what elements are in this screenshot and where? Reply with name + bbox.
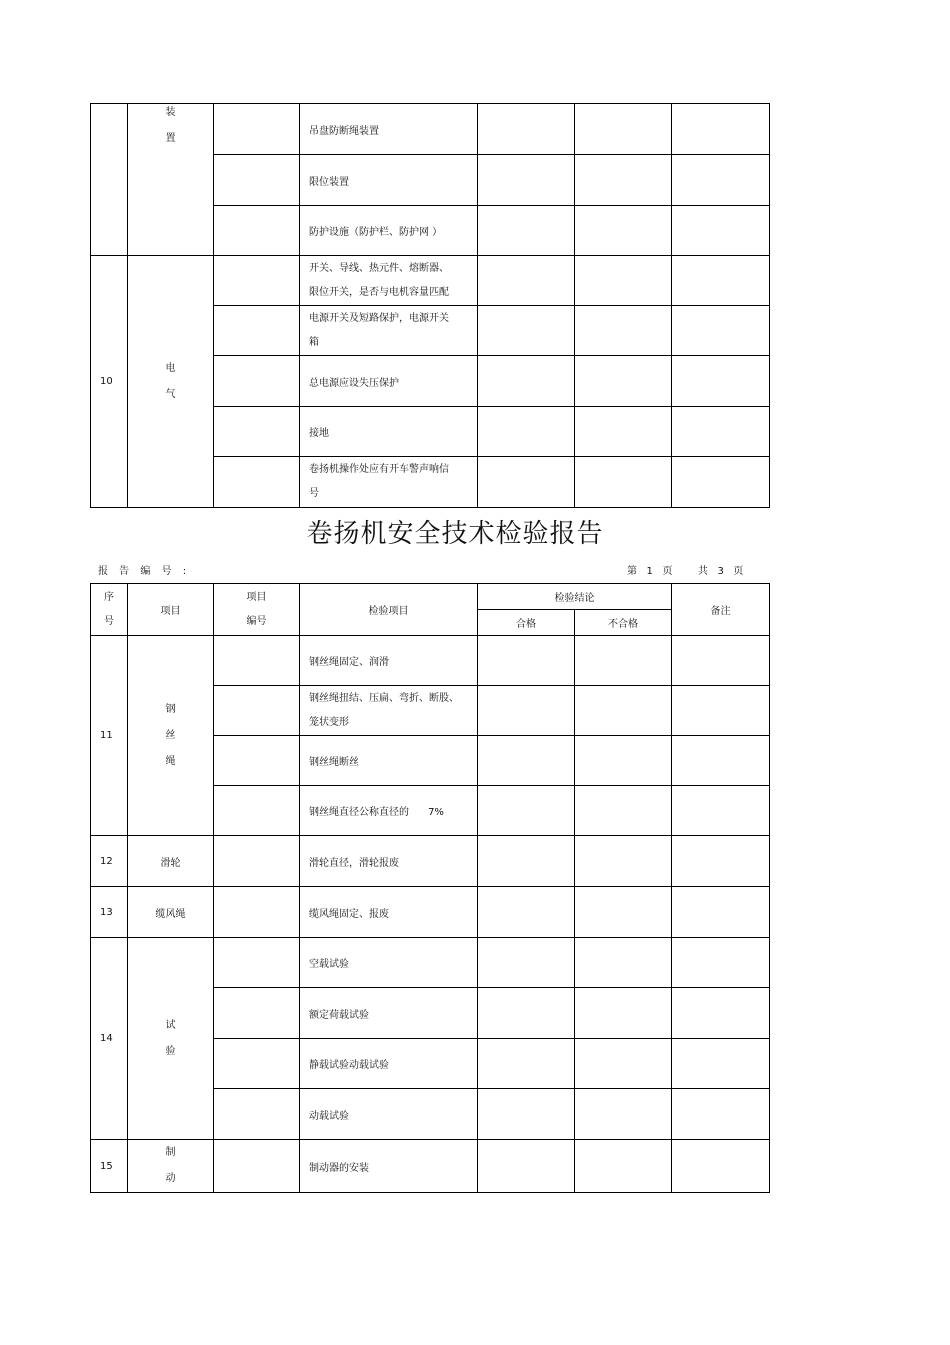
remark-cell: [672, 786, 770, 836]
check-item: 总电源应设失压保护: [300, 356, 478, 407]
fail-cell: [575, 938, 672, 988]
fail-cell: [575, 104, 672, 155]
item-code-cell: [214, 356, 300, 407]
item-code-cell: [214, 1089, 300, 1140]
fail-cell: [575, 736, 672, 786]
item-code-cell: [214, 636, 300, 686]
item-code-cell: [214, 938, 300, 988]
page-prefix: 第: [627, 566, 637, 577]
check-item: 静载试验动载试验: [300, 1039, 478, 1089]
pass-cell: [478, 1089, 575, 1140]
header-line: 项目: [246, 591, 267, 603]
pass-cell: [478, 786, 575, 836]
pass-cell: [478, 1039, 575, 1089]
label-char: 气: [165, 388, 176, 400]
group-label-pulley: 滑轮: [128, 836, 214, 887]
check-item: 空载试验: [300, 938, 478, 988]
pass-cell: [478, 407, 575, 457]
remark-cell: [672, 457, 770, 508]
label-char: 置: [165, 133, 176, 144]
item-code-cell: [214, 155, 300, 206]
fail-cell: [575, 306, 672, 356]
remark-cell: [672, 988, 770, 1039]
label-char: 试: [165, 1019, 176, 1031]
item-code-cell: [214, 1140, 300, 1193]
header-conclusion: 检验结论: [478, 584, 672, 610]
page-indicator: [627, 562, 743, 577]
pass-cell: [478, 1140, 575, 1193]
pass-cell: [478, 686, 575, 736]
header-pass: 合格: [478, 610, 575, 636]
item-code-cell: [214, 736, 300, 786]
check-item: [300, 686, 478, 736]
fail-cell: [575, 1140, 672, 1193]
item-code-cell: [214, 256, 300, 306]
header-remark: 备注: [672, 584, 770, 636]
seq-number: 12: [91, 836, 128, 887]
check-item-line: 钢丝绳扭结、压扁、弯折、断股、: [309, 692, 459, 704]
group-label-wire-rope: [128, 636, 214, 836]
fail-cell: [575, 155, 672, 206]
pass-cell: [478, 104, 575, 155]
pass-cell: [478, 356, 575, 407]
item-code-cell: [214, 306, 300, 356]
pass-cell: [478, 256, 575, 306]
item-code-cell: [214, 1039, 300, 1089]
remark-cell: [672, 356, 770, 407]
check-item-line: 开关、导线、热元件、熔断器、: [309, 262, 449, 274]
label-char: 制: [165, 1147, 176, 1158]
check-item: 钢丝绳固定、润滑: [300, 636, 478, 686]
check-item: 钢丝绳直径公称直径的 7%: [300, 786, 478, 836]
group-label-device: [128, 104, 214, 256]
check-item: 额定荷载试验: [300, 988, 478, 1039]
inspection-table-continued: [90, 103, 770, 508]
check-item: 防护设施（防护栏、防护网 ）: [300, 206, 478, 256]
seq-number: 10: [91, 256, 128, 508]
label-char: 绳: [165, 755, 176, 767]
pass-cell: [478, 988, 575, 1039]
seq-number: 15: [91, 1140, 128, 1193]
check-item: [300, 306, 478, 356]
remark-cell: [672, 686, 770, 736]
report-title: 卷扬机安全技术检验报告: [306, 519, 604, 549]
check-item-line: 限位开关，是否与电机容量匹配: [309, 286, 449, 298]
group-label-test: [128, 938, 214, 1140]
fail-cell: [575, 1039, 672, 1089]
header-item: 项目: [128, 584, 214, 636]
label-char: 动: [165, 1173, 176, 1184]
remark-cell: [672, 407, 770, 457]
remark-cell: [672, 836, 770, 887]
pass-cell: [478, 306, 575, 356]
item-code-cell: [214, 887, 300, 938]
fail-cell: [575, 1089, 672, 1140]
item-code-cell: [214, 104, 300, 155]
seq-number: 11: [91, 636, 128, 836]
item-code-cell: [214, 206, 300, 256]
label-char: 装: [165, 107, 176, 118]
fail-cell: [575, 988, 672, 1039]
page-number: 1: [646, 566, 653, 577]
label-char: 钢: [165, 703, 176, 715]
remark-cell: [672, 736, 770, 786]
item-code-cell: [214, 836, 300, 887]
check-item-line: 箱: [309, 336, 319, 348]
pass-cell: [478, 938, 575, 988]
remark-cell: [672, 306, 770, 356]
pass-cell: [478, 155, 575, 206]
label-char: 验: [165, 1045, 176, 1057]
check-item: 接地: [300, 407, 478, 457]
check-item-line: 卷扬机操作处应有开车警声响信: [309, 464, 449, 475]
remark-cell: [672, 636, 770, 686]
seq-cell: [91, 104, 128, 256]
group-label-brake: [128, 1140, 214, 1193]
fail-cell: [575, 256, 672, 306]
remark-cell: [672, 1140, 770, 1193]
total-pages: 3: [717, 566, 724, 577]
check-item: 钢丝绳断丝: [300, 736, 478, 786]
check-item-line: 电源开关及短路保护，电源开关: [309, 312, 449, 324]
check-item: 动载试验: [300, 1089, 478, 1140]
fail-cell: [575, 206, 672, 256]
item-code-cell: [214, 786, 300, 836]
header-line: 序: [104, 591, 114, 603]
total-unit: 页: [733, 566, 744, 577]
pass-cell: [478, 736, 575, 786]
pass-cell: [478, 887, 575, 938]
header-fail: 不合格: [575, 610, 672, 636]
fail-cell: [575, 457, 672, 508]
header-seq: [91, 584, 128, 636]
total-prefix: 共: [697, 566, 708, 577]
header-line: 号: [104, 615, 114, 627]
fail-cell: [575, 636, 672, 686]
remark-cell: [672, 104, 770, 155]
check-item: [300, 457, 478, 508]
page-unit: 页: [662, 566, 673, 577]
remark-cell: [672, 1039, 770, 1089]
check-item: [300, 256, 478, 306]
fail-cell: [575, 356, 672, 407]
header-check-item: 检验项目: [300, 584, 478, 636]
remark-cell: [672, 206, 770, 256]
inspection-table: [90, 583, 770, 1193]
check-item: 限位装置: [300, 155, 478, 206]
pass-cell: [478, 206, 575, 256]
item-code-cell: [214, 686, 300, 736]
report-number-label: 报 告 编 号 :: [98, 566, 191, 577]
fail-cell: [575, 887, 672, 938]
item-code-cell: [214, 988, 300, 1039]
remark-cell: [672, 887, 770, 938]
seq-number: 13: [91, 887, 128, 938]
fail-cell: [575, 686, 672, 736]
check-item: 缆风绳固定、报废: [300, 887, 478, 938]
remark-cell: [672, 256, 770, 306]
check-item: 吊盘防断绳装置: [300, 104, 478, 155]
pass-cell: [478, 457, 575, 508]
remark-cell: [672, 1089, 770, 1140]
fail-cell: [575, 786, 672, 836]
check-item-line: 号: [309, 488, 319, 499]
check-item-line: 笼状变形: [309, 716, 349, 728]
header-item-code: [214, 584, 300, 636]
label-char: 电: [165, 362, 176, 374]
pass-cell: [478, 636, 575, 686]
item-code-cell: [214, 407, 300, 457]
group-label-electric: [128, 256, 214, 508]
check-item: 制动器的安装: [300, 1140, 478, 1193]
fail-cell: [575, 407, 672, 457]
remark-cell: [672, 155, 770, 206]
pass-cell: [478, 836, 575, 887]
fail-cell: [575, 836, 672, 887]
header-line: 编号: [246, 615, 267, 627]
remark-cell: [672, 938, 770, 988]
check-item: 滑轮直径，滑轮报废: [300, 836, 478, 887]
label-char: 丝: [165, 729, 176, 741]
seq-number: 14: [91, 938, 128, 1140]
group-label-guy-rope: 缆风绳: [128, 887, 214, 938]
item-code-cell: [214, 457, 300, 508]
